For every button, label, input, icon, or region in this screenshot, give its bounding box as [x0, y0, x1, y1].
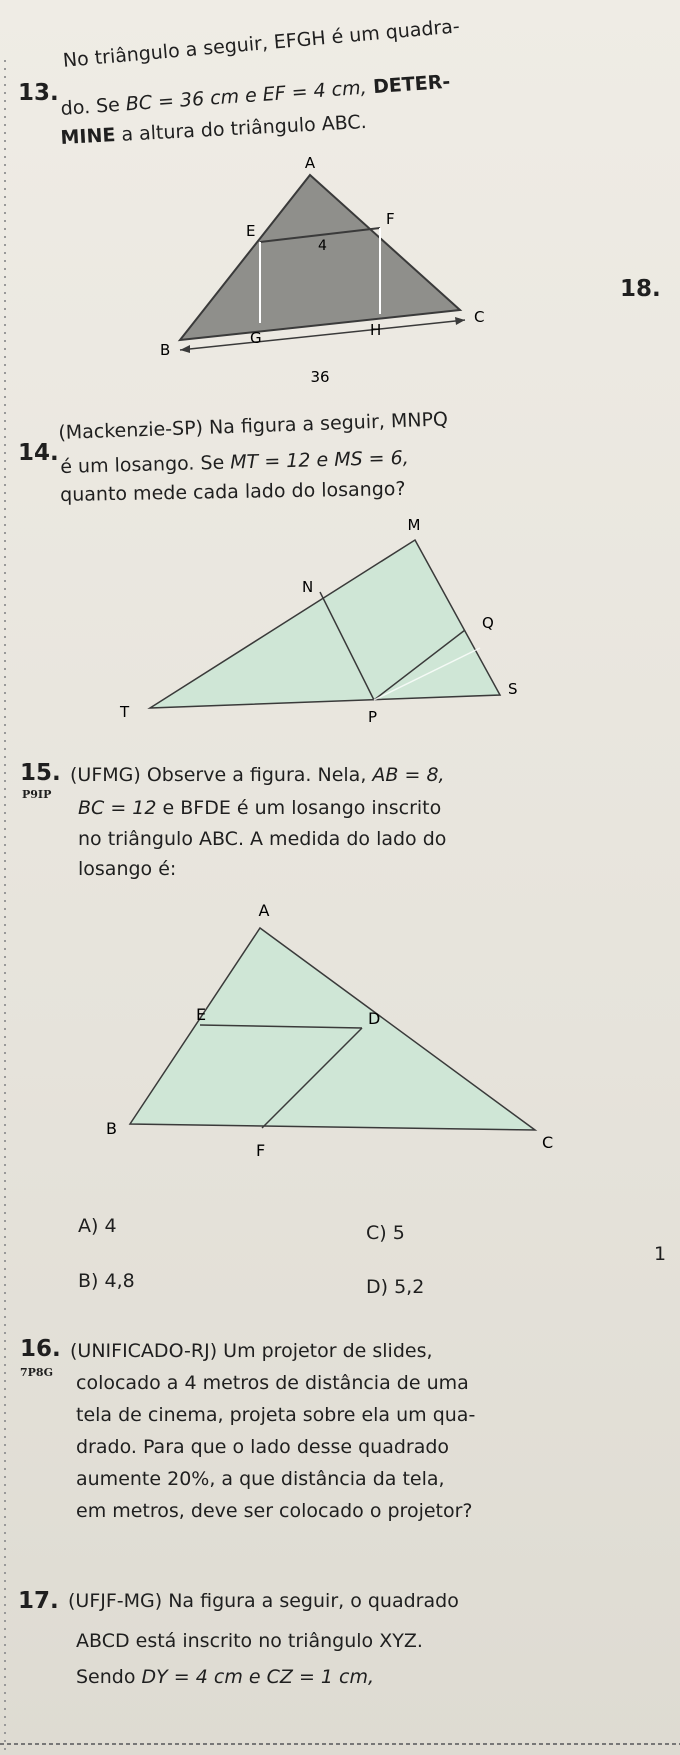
q16-line1: (UNIFICADO-RJ) Um projetor de slides,	[70, 1340, 433, 1362]
q15-line1: (UFMG) Observe a figura. Nela, AB = 8,	[70, 764, 445, 786]
q14-figure-rhombus	[110, 510, 530, 730]
q14-line3: quanto mede cada lado do losango?	[60, 477, 406, 506]
q15-line2: BC = 12 e BFDE é um losango inscrito	[78, 797, 442, 819]
bottom-dashed-line	[0, 1743, 680, 1745]
q15-label-C: C	[542, 1133, 554, 1152]
q15-label-B: B	[106, 1119, 117, 1138]
q13-label-H: H	[370, 321, 382, 339]
q16-line5: aumente 20%, a que distância da tela,	[76, 1468, 445, 1490]
q13-label-F: F	[386, 210, 395, 228]
q15-figure-rhombus-triangle	[100, 880, 560, 1180]
q16-line4: drado. Para que o lado desse quadrado	[76, 1436, 450, 1458]
q16-line6: em metros, deve ser colocado o projetor?	[76, 1500, 473, 1522]
q13-label-E: E	[246, 222, 256, 240]
q14-number: 14.	[18, 440, 59, 466]
q14-line2: é um losango. Se MT = 12 e MS = 6,	[60, 446, 410, 478]
q17-line3: Sendo DY = 4 cm e CZ = 1 cm,	[76, 1666, 375, 1688]
q16-number: 16.	[20, 1336, 61, 1362]
q14-label-S: S	[508, 680, 518, 698]
q15-code: P9IP	[22, 788, 52, 801]
side-question-number: 18.	[620, 276, 661, 302]
q15-label-D: D	[368, 1009, 381, 1028]
q13-label-C: C	[474, 308, 485, 326]
q15-label-E: E	[196, 1005, 207, 1024]
q14-label-Q: Q	[482, 614, 494, 632]
q15-option-d: D) 5,2	[366, 1276, 425, 1298]
q15-option-a: A) 4	[78, 1215, 117, 1237]
q15-label-A: A	[258, 901, 270, 920]
q13-label-A: A	[304, 154, 316, 172]
margin-dotted-line	[4, 60, 6, 1750]
q17-line2: ABCD está inscrito no triângulo XYZ.	[76, 1630, 423, 1652]
q15-line4: losango é:	[78, 858, 177, 880]
q13-label-G: G	[250, 329, 262, 347]
q13-line2: do. Se BC = 36 cm e EF = 4 cm, DETER-	[60, 70, 451, 120]
q14-line1: (Mackenzie-SP) Na figura a seguir, MNPQ	[58, 408, 449, 444]
q15-margin-mark: 1	[654, 1243, 667, 1265]
q16-line2: colocado a 4 metros de distância de uma	[76, 1372, 469, 1394]
q15-number: 15.	[20, 760, 61, 786]
q17-number: 17.	[18, 1588, 59, 1614]
q14-label-T: T	[120, 703, 130, 721]
q14-label-M: M	[407, 516, 421, 534]
q13-number: 13.	[18, 80, 59, 106]
q15-option-b: B) 4,8	[78, 1270, 135, 1292]
q14-label-N: N	[302, 578, 314, 596]
q13-figure-triangle-square	[150, 150, 510, 390]
q16-line3: tela de cinema, projeta sobre ela um qua-	[76, 1404, 476, 1426]
q13-label-B: B	[160, 341, 171, 359]
q13-label-4: 4	[318, 238, 327, 254]
q15-line3: no triângulo ABC. A medida do lado do	[78, 828, 447, 850]
q15-label-F: F	[256, 1141, 266, 1160]
q13-label-36: 36	[310, 368, 330, 386]
q16-code: 7P8G	[20, 1366, 53, 1379]
q13-line3: MINE a altura do triângulo ABC.	[60, 110, 368, 149]
q14-label-P: P	[368, 708, 378, 726]
q15-option-c: C) 5	[366, 1222, 405, 1244]
q13-line1: No triângulo a seguir, EFGH é um quadra-	[62, 15, 461, 72]
q17-line1: (UFJF-MG) Na figura a seguir, o quadrado	[68, 1590, 459, 1612]
